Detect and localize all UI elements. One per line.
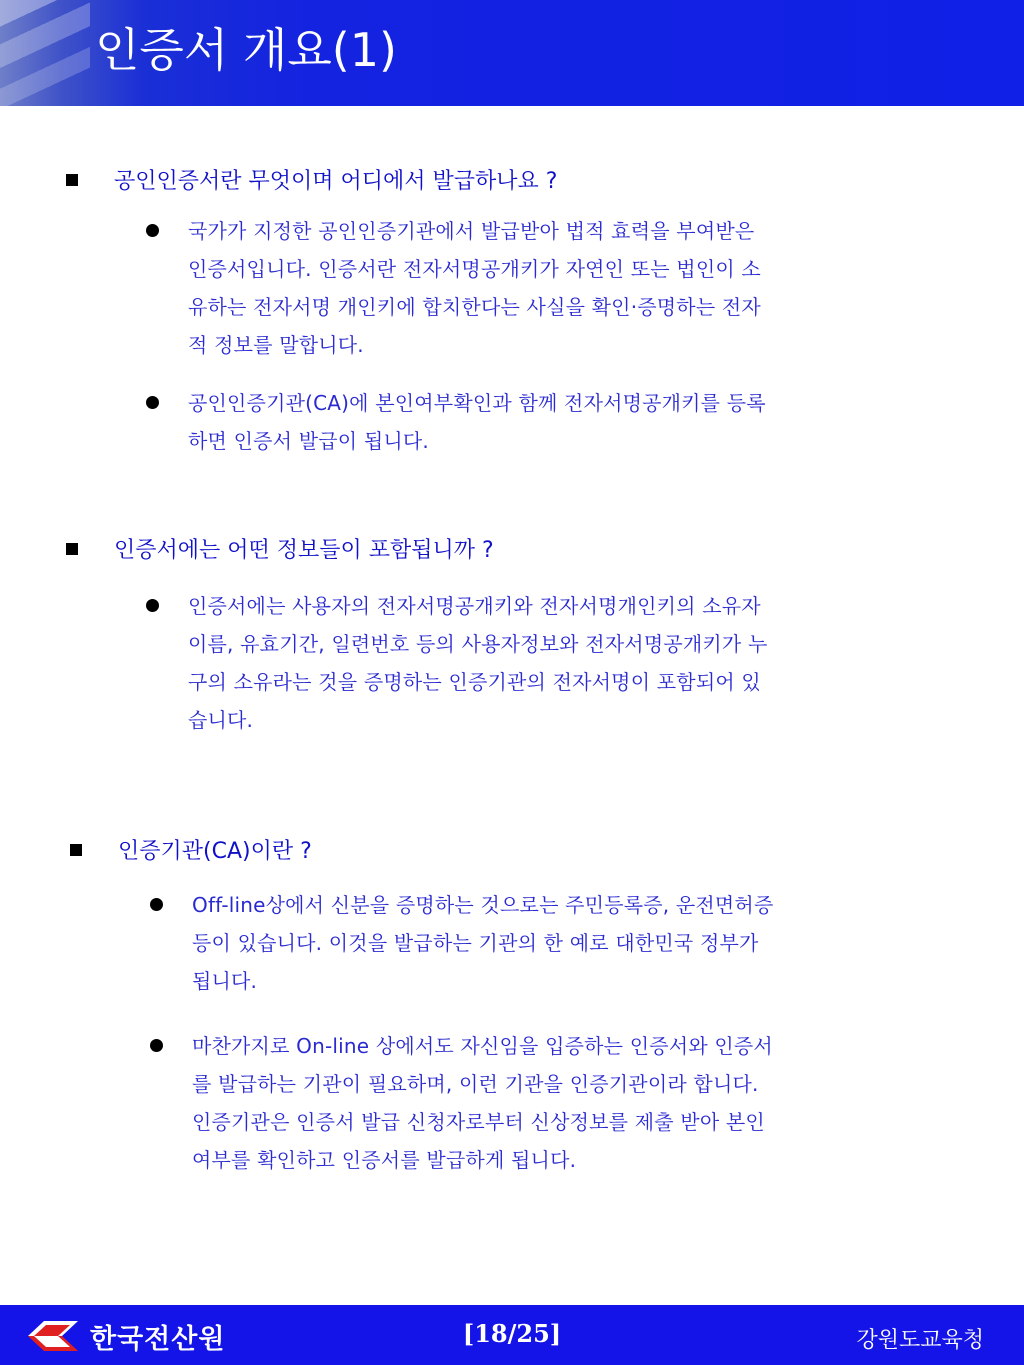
square-bullet-icon — [66, 174, 78, 186]
item-line: Off-line상에서 신분을 증명하는 것으로는 주민등록증, 운전면허증 — [192, 893, 774, 917]
keyboard-graphic — [0, 0, 90, 106]
item-line: 를 발급하는 기관이 필요하며, 이런 기관을 인증기관이라 합니다. — [192, 1072, 759, 1096]
square-bullet-icon — [66, 543, 78, 555]
item-line: 국가가 지정한 공인인증기관에서 발급받아 법적 효력을 부여받은 — [188, 219, 755, 243]
page-title: 인증서 개요(1) — [95, 23, 397, 77]
section-heading-text: 공인인증서란 무엇이며 어디에서 발급하나요 ? — [114, 169, 558, 194]
round-bullet-icon — [150, 898, 163, 911]
list-item — [146, 587, 966, 739]
round-bullet-icon — [146, 599, 159, 612]
item-line: 됩니다. — [192, 969, 258, 993]
list-item — [150, 1027, 970, 1179]
item-line: 공인인증기관(CA)에 본인여부확인과 함께 전자서명공개키를 등록 — [188, 391, 766, 415]
list-item — [146, 212, 966, 364]
section-heading-3 — [70, 836, 970, 868]
round-bullet-icon — [146, 224, 159, 237]
item-line: 마찬가지로 On-line 상에서도 자신임을 입증하는 인증서와 인증서 — [192, 1034, 773, 1058]
round-bullet-icon — [146, 396, 159, 409]
item-line: 구의 소유라는 것을 증명하는 인증기관의 전자서명이 포함되어 있 — [188, 670, 761, 694]
organization-name: 강원도교육청 — [856, 1328, 984, 1353]
item-line: 인증서입니다. 인증서란 전자서명공개키가 자연인 또는 법인이 소 — [188, 257, 761, 281]
item-line: 등이 있습니다. 이것을 발급하는 기관의 한 예로 대한민국 정부가 — [192, 931, 759, 955]
section-heading-1 — [66, 166, 966, 198]
item-line: 인증기관은 인증서 발급 신청자로부터 신상정보를 제출 받아 본인 — [192, 1110, 765, 1134]
list-item — [146, 384, 966, 460]
logo-text: 한국전산원 — [90, 1323, 226, 1355]
item-line: 하면 인증서 발급이 됩니다. — [188, 429, 429, 453]
round-bullet-icon — [150, 1039, 163, 1052]
page-number: [18/25] — [462, 1319, 562, 1348]
item-line: 적 정보를 말합니다. — [188, 333, 364, 357]
item-line: 이름, 유효기간, 일련번호 등의 사용자정보와 전자서명공개키가 누 — [188, 632, 768, 656]
item-line: 습니다. — [188, 708, 254, 732]
square-bullet-icon — [70, 844, 82, 856]
section-heading-2 — [66, 535, 966, 567]
list-item — [150, 886, 970, 1000]
section-heading-text: 인증서에는 어떤 정보들이 포함됩니까 ? — [114, 538, 494, 563]
item-line: 인증서에는 사용자의 전자서명공개키와 전자서명개인키의 소유자 — [188, 594, 761, 618]
item-line: 여부를 확인하고 인증서를 발급하게 됩니다. — [192, 1148, 577, 1172]
title-bar — [0, 0, 1024, 106]
item-line: 유하는 전자서명 개인키에 합치한다는 사실을 확인·증명하는 전자 — [188, 295, 761, 319]
section-heading-text: 인증기관(CA)이란 ? — [118, 839, 312, 864]
footer-bar — [0, 1305, 1024, 1365]
